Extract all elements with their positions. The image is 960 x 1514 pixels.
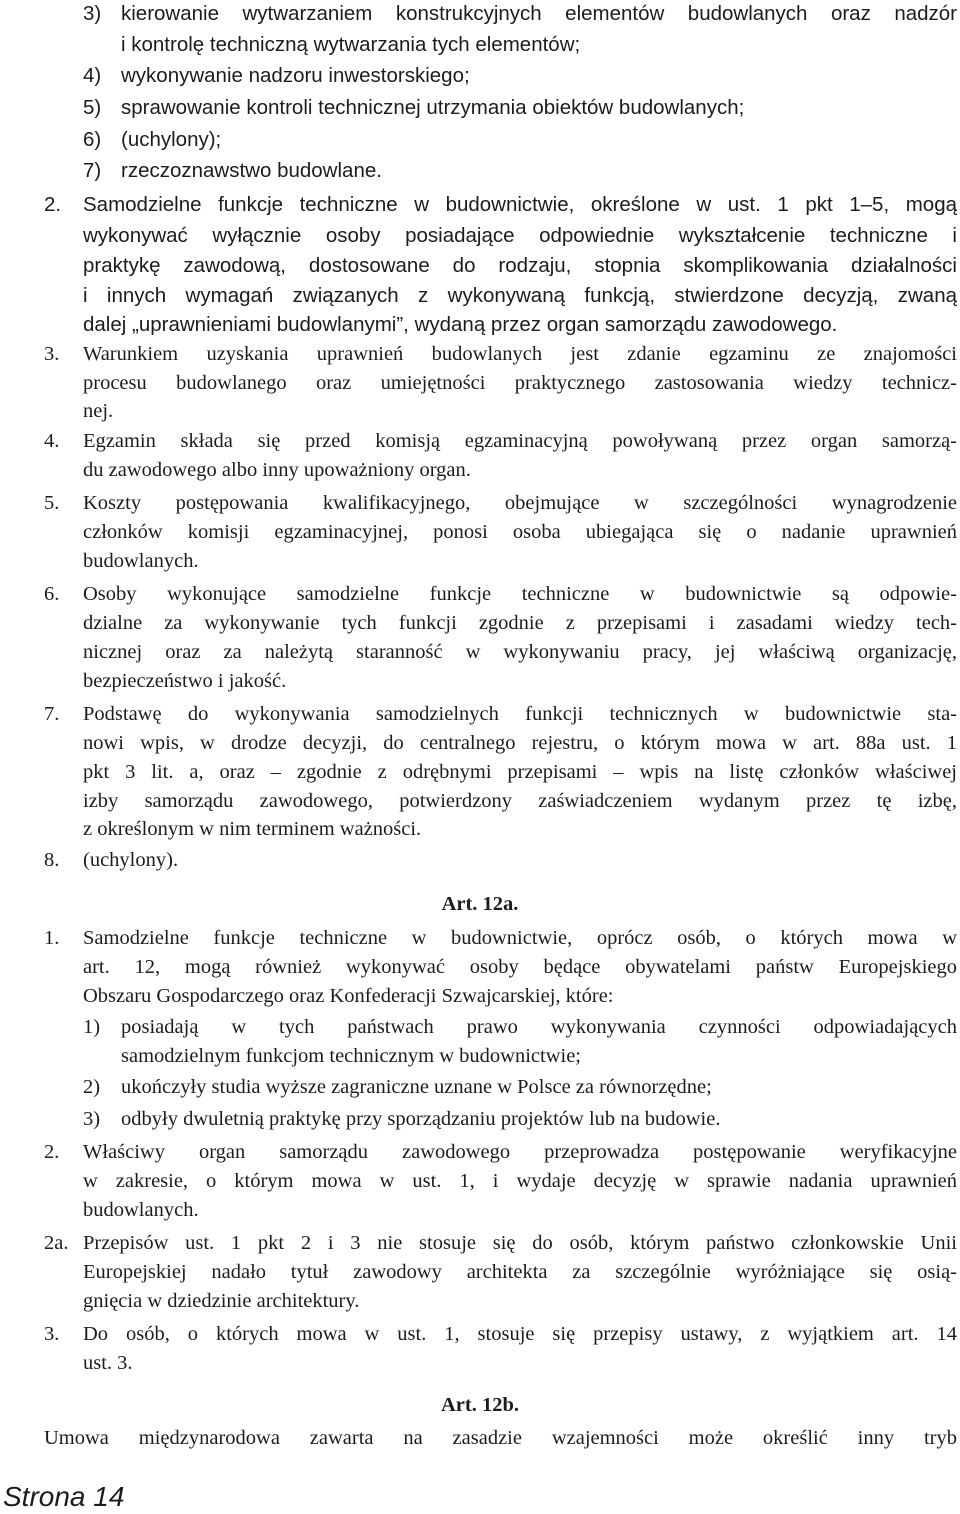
- paragraph-number: 2.: [44, 1141, 60, 1163]
- paragraph-text: du zawodowego albo inny upoważniony organ.: [83, 459, 471, 481]
- paragraph-text: Egzamin składa się przed komisją egzaminacyjną powoływaną przez organ samorzą-: [83, 430, 957, 452]
- list-item-text: odbyły dwuletnią praktykę przy sporządzaniu projektów lub na budowie.: [121, 1108, 721, 1130]
- list-item-number: 5): [83, 96, 102, 119]
- list-item-text: rzeczoznawstwo budowlane.: [121, 159, 382, 182]
- paragraph-text: izby samorządu zawodowego, potwierdzony zaświadczeniem wydanym przez tę izbę,: [83, 790, 957, 812]
- paragraph-text: Umowa międzynarodowa zawarta na zasadzie wzajemności może określić inny tryb: [44, 1427, 957, 1449]
- paragraph-text: ust. 3.: [83, 1352, 133, 1374]
- paragraph-text: Właściwy organ samorządu zawodowego przeprowadza postępowanie weryfikacyjne: [83, 1141, 957, 1163]
- article-heading: Art. 12b.: [440, 1394, 519, 1416]
- page-number: Strona 14: [3, 1481, 125, 1512]
- list-item-number: 6): [83, 128, 102, 151]
- paragraph-text: Podstawę do wykonywania samodzielnych funkcji technicznych w budownictwie sta-: [83, 703, 957, 725]
- paragraph-text: nowi wpis, w drodze decyzji, do centralnego rejestru, o którym mowa w art. 88a ust. 1: [83, 732, 957, 754]
- paragraph-text: praktykę zawodową, dostosowane do rodzaju, stopnia skomplikowania działalności: [83, 254, 957, 277]
- paragraph-text: (uchylony).: [83, 849, 179, 871]
- paragraph-text: Koszty postępowania kwalifikacyjnego, obejmujące w szczególności wynagrodzenie: [83, 492, 957, 514]
- list-item-number: 7): [83, 159, 102, 182]
- paragraph-number: 1.: [44, 927, 60, 949]
- paragraph-number: 2.: [44, 193, 62, 216]
- paragraph-text: nej.: [83, 400, 114, 422]
- paragraph-text: Osoby wykonujące samodzielne funkcje techniczne w budownictwie są odpowie-: [83, 583, 957, 605]
- list-item-text: ukończyły studia wyższe zagraniczne uznane w Polsce za równorzędne;: [121, 1076, 712, 1098]
- paragraph-text: pkt 3 lit. a, oraz – zgodnie z odrębnymi przepisami – wpis na listę członków właściwej: [83, 761, 957, 783]
- list-item-number: 3): [83, 1108, 101, 1130]
- paragraph-text: z określonym w nim terminem ważności.: [83, 818, 422, 840]
- list-item-text: wykonywanie nadzoru inwestorskiego;: [121, 64, 470, 87]
- list-item-number: 3): [83, 2, 102, 25]
- list-item-number: 2): [83, 1076, 101, 1098]
- list-item-text: posiadają w tych państwach prawo wykonywania czynności odpowiadających: [121, 1016, 957, 1038]
- paragraph-number: 5.: [44, 492, 60, 514]
- paragraph-text: Europejskiej nadało tytuł zawodowy architekta za szczególnie wyróżniające się osią-: [83, 1261, 957, 1283]
- list-item-text: (uchylony);: [121, 128, 222, 151]
- paragraph-text: Przepisów ust. 1 pkt 2 i 3 nie stosuje się do osób, którym państwo członkowskie Unii: [83, 1232, 957, 1254]
- paragraph-text: Do osób, o których mowa w ust. 1, stosuje się przepisy ustawy, z wyjątkiem art. 14: [83, 1323, 957, 1345]
- paragraph-number: 6.: [44, 583, 60, 605]
- paragraph-text: w zakresie, o którym mowa w ust. 1, i wydaje decyzję w sprawie nadania uprawnień: [83, 1170, 957, 1192]
- paragraph-text: dalej „uprawnieniami budowlanymi”, wydaną przez organ samorządu zawodowego.: [83, 313, 838, 336]
- paragraph-text: bezpieczeństwo i jakość.: [83, 670, 287, 692]
- paragraph-number: 4.: [44, 430, 60, 452]
- list-item-text: samodzielnym funkcjom technicznym w budownictwie;: [121, 1045, 581, 1067]
- paragraph-text: Samodzielne funkcje techniczne w budownictwie, oprócz osób, o których mowa w: [83, 927, 957, 949]
- article-heading: Art. 12a.: [441, 893, 519, 915]
- paragraph-text: nicznej oraz za należytą staranność w wykonywaniu pracy, jej właściwą organizację,: [83, 641, 957, 663]
- paragraph-text: członków komisji egzaminacyjnej, ponosi osoba ubiegająca się o nadanie uprawnień: [83, 521, 957, 543]
- paragraph-number: 3.: [44, 343, 60, 365]
- paragraph-number: 2a.: [44, 1232, 69, 1254]
- paragraph-number: 8.: [44, 849, 60, 871]
- paragraph-text: budowlanych.: [83, 1199, 199, 1221]
- paragraph-text: budowlanych.: [83, 550, 199, 572]
- list-item-text: i kontrolę techniczną wytwarzania tych elementów;: [121, 33, 581, 56]
- paragraph-text: Warunkiem uzyskania uprawnień budowlanych jest zdanie egzaminu ze znajomości: [83, 343, 957, 365]
- list-item-number: 4): [83, 64, 102, 87]
- paragraph-text: gnięcia w dziedzinie architektury.: [83, 1290, 360, 1312]
- paragraph-text: procesu budowlanego oraz umiejętności praktycznego zastosowania wiedzy technicz-: [83, 372, 957, 394]
- list-item-number: 1): [83, 1016, 101, 1038]
- list-item-text: kierowanie wytwarzaniem konstrukcyjnych elementów budowlanych oraz nadzór: [121, 2, 957, 25]
- paragraph-text: dzialne za wykonywanie tych funkcji zgodnie z przepisami i zasadami wiedzy tech-: [83, 612, 957, 634]
- paragraph-text: i innych wymagań związanych z wykonywaną funkcją, stwierdzone decyzją, zwaną: [83, 284, 957, 307]
- paragraph-text: Samodzielne funkcje techniczne w budownictwie, określone w ust. 1 pkt 1–5, mogą: [83, 193, 957, 216]
- paragraph-text: art. 12, mogą również wykonywać osoby będące obywatelami państw Europejskiego: [83, 956, 957, 978]
- list-item-text: sprawowanie kontroli technicznej utrzymania obiektów budowlanych;: [121, 96, 745, 119]
- paragraph-text: wykonywać wyłącznie osoby posiadające odpowiednie wykształcenie techniczne i: [83, 224, 957, 247]
- paragraph-number: 7.: [44, 703, 60, 725]
- paragraph-number: 3.: [44, 1323, 60, 1345]
- paragraph-text: Obszaru Gospodarczego oraz Konfederacji Szwajcarskiej, które:: [83, 985, 614, 1007]
